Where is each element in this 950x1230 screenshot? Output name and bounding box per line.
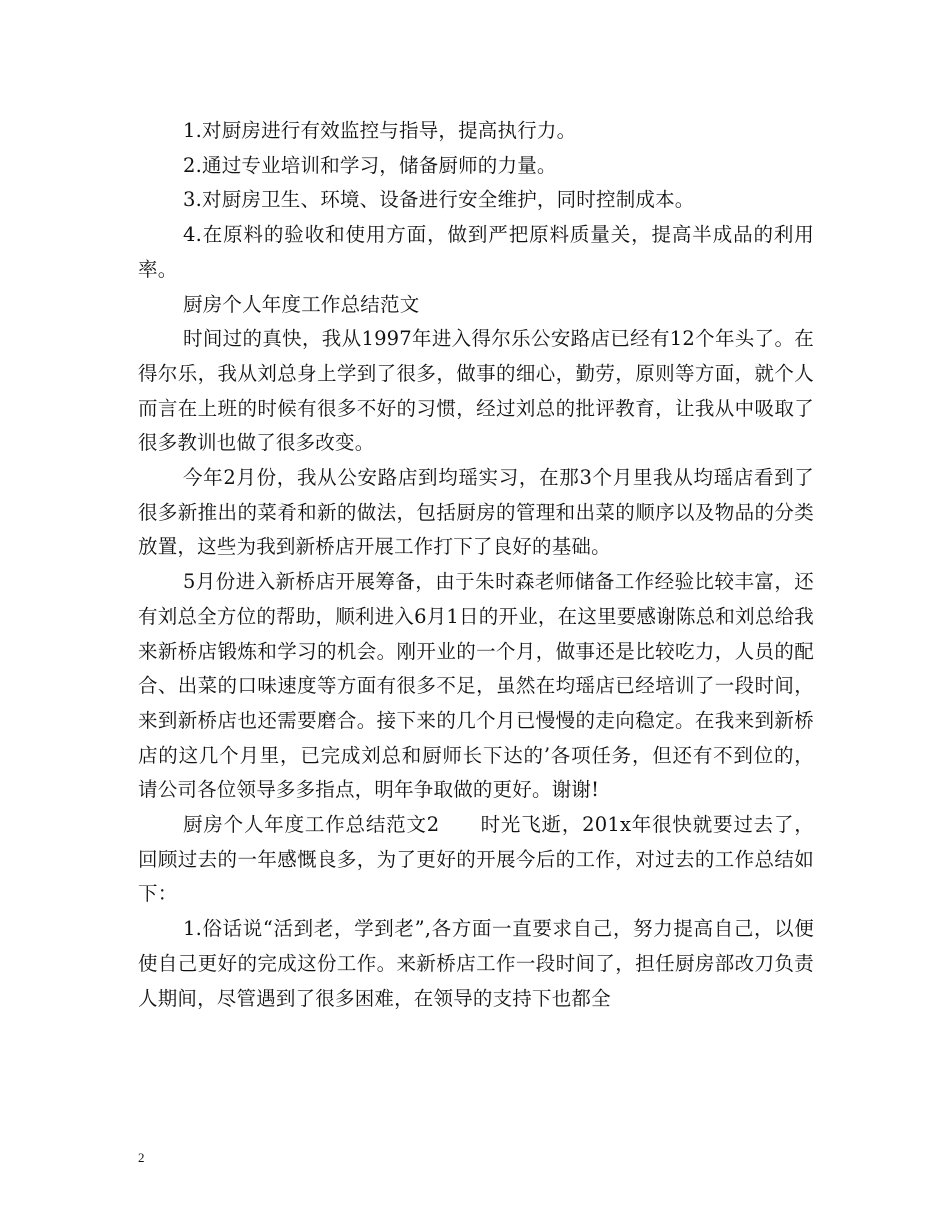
page-number: 2 [138, 1150, 145, 1165]
paragraph-item-learning: 1.俗话说“活到老，学到老”,各方面一直要求自己，努力提高自己，以便使自己更好的完成这份工作。来新桥店工作一段时间了，担任厨房部改刀负责人期间，尽管遇到了很多困难，在领导的支持下也都全 [138, 917, 814, 1010]
paragraph-intro: 时间过的真快，我从1997年进入得尔乐公安路店已经有12个年头了。在得尔乐，我从刘总身上学到了很多，做事的细心，勤劳，原则等方面，就个人而言在上班的时候有很多不好的习惯，经过刘总的批评教育，让我从中吸取了很多教训也做了很多改变。 [138, 327, 814, 455]
paragraph-item-3: 3.对厨房卫生、环境、设备进行安全维护，同时控制成本。 [183, 188, 695, 212]
document-body [138, 114, 814, 1016]
paragraph-new-store: 5月份进入新桥店开展筹备，由于朱时森老师储备工作经验比较丰富，还有刘总全方位的帮助，顺利进入6月1日的开业，在这里要感谢陈总和刘总给我来新桥店锻炼和学习的机会。刚开业的一个月，做事还是比较吃力，人员的配合、出菜的口味速度等方面有很多不足，虽然在均瑶店已经培训了一段时间，来到新桥店也还需要磨合。接下来的几个月已慢慢的走向稳定。在我来到新桥店的这几个月里，已完成刘总和厨师长下达的’各项任务，但还有不到位的，请公司各位领导多多指点，明年争取做的更好。谢谢! [138, 570, 814, 802]
section-heading: 厨房个人年度工作总结范文 [183, 292, 420, 316]
paragraph-item-2: 2.通过专业培训和学习，储备厨师的力量。 [183, 153, 557, 177]
paragraph-item-4: 4.在原料的验收和使用方面，做到严把原料质量关，提高半成品的利用率。 [138, 223, 814, 281]
paragraph-internship: 今年2月份，我从公安路店到均瑶实习，在那3个月里我从均瑶店看到了很多新推出的菜肴和新的做法，包括厨房的管理和出菜的顺序以及物品的分类放置，这些为我到新桥店开展工作打下了良好的基础。 [138, 466, 814, 559]
paragraph-item-1: 1.对厨房进行有效监控与指导，提高执行力。 [183, 119, 577, 142]
paragraph-second-sample: 厨房个人年度工作总结范文2 时光飞逝，201x年很快就要过去了，回顾过去的一年感慨良多，为了更好的开展今后的工作，对过去的工作总结如下： [138, 813, 814, 906]
